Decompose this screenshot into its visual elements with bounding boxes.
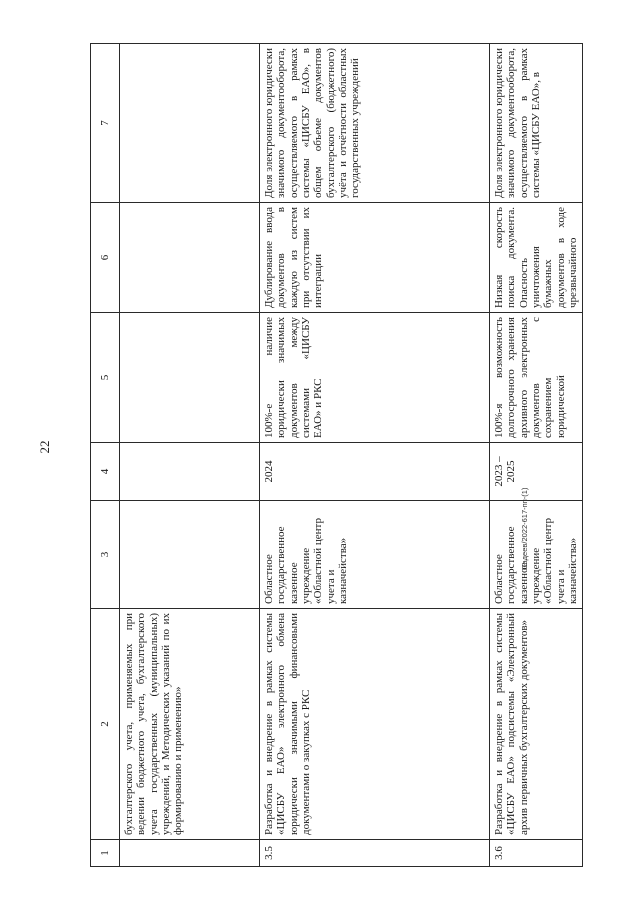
column-header: 7 (91, 44, 120, 203)
table-header-row (91, 44, 120, 867)
executor-cell (120, 501, 260, 609)
period-cell: 2023 – 2025 (490, 443, 583, 501)
result-cell: 100%-я возможность долгосрочного хранения архивного электронных документов с сохранением юридической (490, 313, 583, 443)
risk-cell: Дублирование ввода документов в каждую из систем при отсутствии их интеграции (260, 203, 490, 313)
row-number (120, 840, 260, 867)
indicator-cell: Доля электронного юридически значимого документооборота, осуществляемого в рамках системы «ЦИСБУ ЕАО», в (490, 44, 583, 203)
document-footer-code: Садеев/2022-617-пп-(1) (520, 487, 529, 570)
risk-cell: Низкая скорость поиска документа. Опасность уничтожения бумажных документов в ходе чрезвычайного (490, 203, 583, 313)
table-row (120, 44, 260, 867)
measures-table (90, 43, 583, 867)
measure-cell: Разработка и внедрение в рамках системы «ЦИСБУ ЕАО» подсистемы «Электронный архив первичных бухгалтерских документов» (490, 609, 583, 840)
column-header: 5 (91, 313, 120, 443)
result-cell (120, 313, 260, 443)
page-number: 22 (37, 440, 52, 454)
indicator-cell (120, 44, 260, 203)
executor-cell: Областное государственное казенное учреждение «Областной центр учета и казначейства» (260, 501, 490, 609)
executor-cell: Областное государственное казенное учреждение «Областной центр учета и казначейства» (490, 501, 583, 609)
row-number: 3.5 (260, 840, 490, 867)
result-cell: 100%-е наличие юридически значимых документов между системами «ЦИСБУ ЕАО» и РКС (260, 313, 490, 443)
row-number: 3.6 (490, 840, 583, 867)
period-cell (120, 443, 260, 501)
measure-cell: Разработка и внедрение в рамках системы «ЦИСБУ ЕАО» электронного обмена юридически значимыми финансовыми документами о закупках с РКС (260, 609, 490, 840)
column-header: 6 (91, 203, 120, 313)
rotated-table-container (90, 44, 579, 867)
risk-cell (120, 203, 260, 313)
column-header: 4 (91, 443, 120, 501)
column-header: 1 (91, 840, 120, 867)
measure-cell: бухгалтерского учета, применяемых при ведении бюджетного учета, бухгалтерского учета государственных (муниципальных) учреждений, и Методических указаний по их формированию и применению» (120, 609, 260, 840)
table-row (260, 44, 490, 867)
column-header: 2 (91, 609, 120, 840)
column-header: 3 (91, 501, 120, 609)
period-cell: 2024 (260, 443, 490, 501)
table-row (490, 44, 583, 867)
indicator-cell: Доля электронного юридически значимого документооборота, осуществляемого в рамках системы «ЦИСБУ ЕАО», в общем объеме документов бухгалтерского (бюджетного) учёта и отчётности областных государственных учреждений (260, 44, 490, 203)
